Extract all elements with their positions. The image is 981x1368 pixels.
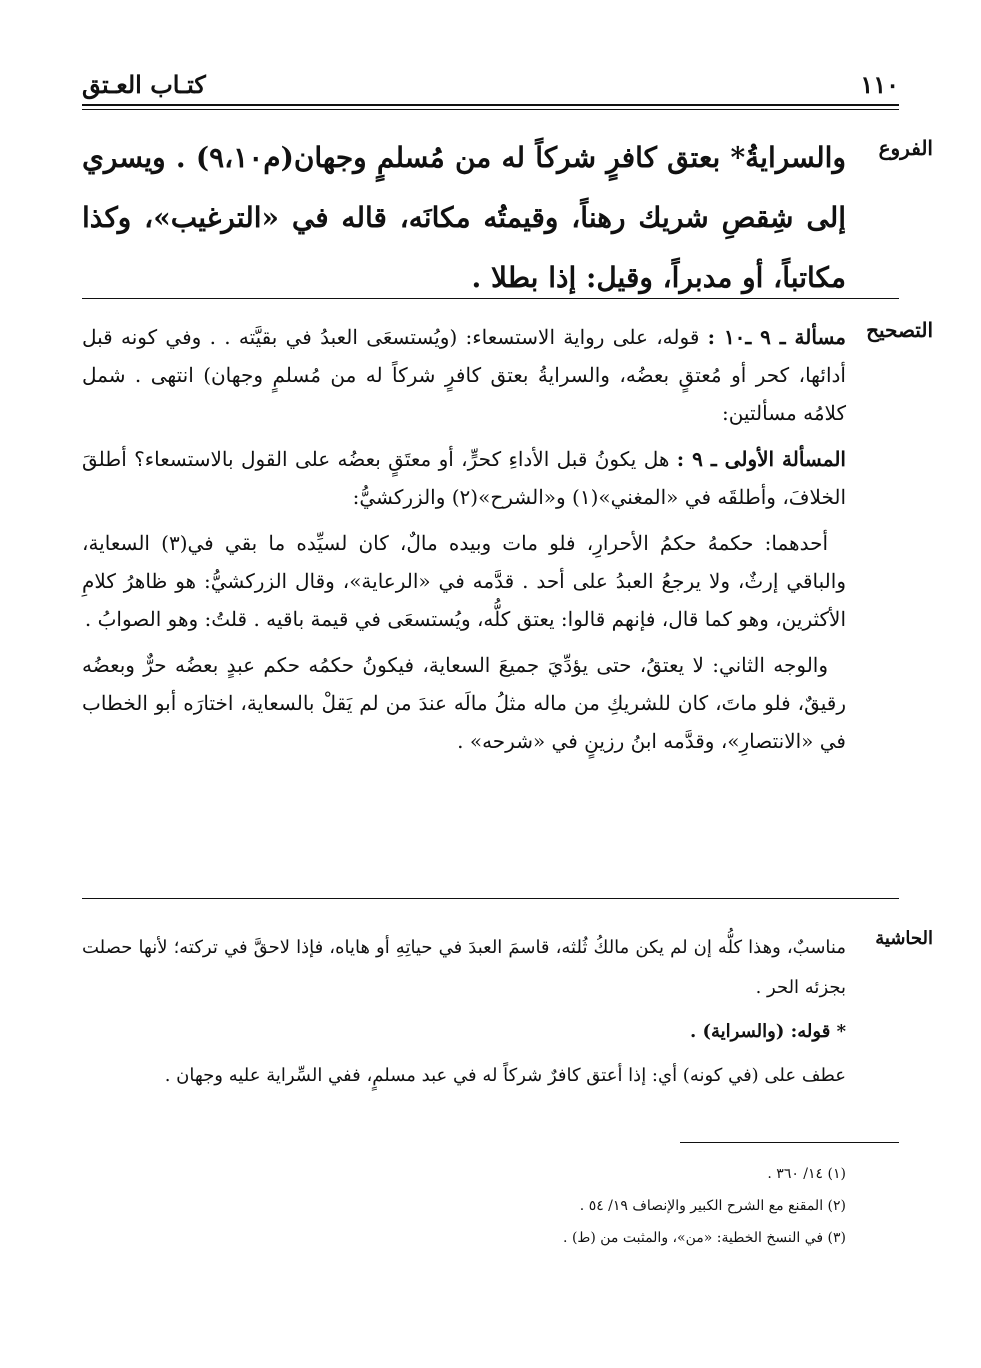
label-tashih: التصحيح <box>866 318 933 342</box>
footnote-2: (٢) المقنع مع الشرح الكبير والإنصاف ١٩/ ٥٤ . <box>579 1198 846 1214</box>
tashih-first-issue-body: هل يكونُ قبل الأداءِ كحرٍّ، أو معتَقٍ بعضُه على القول بالاستسعاء؟ أطلقَ الخلافَ، وأطلقَه في «المغني»(١) و«الشرح»(٢) والزركشيُّ: <box>82 447 846 509</box>
hashiya-paragraph-1: مناسبٌ، وهذا كلُّه إن لم يكن مالكُ ثُلثه، قاسمَ العبدَ في حياتِهِ أو هاياه، فإذا لاحقَّ في تركته؛ لأنها حصلت بجزئه الحر . <box>82 937 846 998</box>
footnotes-block <box>82 1158 846 1254</box>
tashih-text-block <box>82 318 846 768</box>
tashih-paragraph-4: والوجه الثاني: لا يعتقُ، حتى يؤدِّيَ جميعَ السعاية، فيكونُ حكمُه حكم عبدٍ بعضُه حرٌّ وبعضُه رقيقٌ، فلو ماتَ، كان للشريكِ من ماله مثلُ مالَه عندَ من لم يَقلْ بالسعاية، اختارَه أبو الخطاب في «الانتصارِ»، وقدَّمه ابنُ رزينٍ في «شرحه» . <box>82 653 846 753</box>
branches-paragraph: والسرايةُ* بعتق كافرٍ شركاً له من مُسلمٍ وجهان(م٩،١٠) . ويسري إلى شِقصِ شريك رهناً، وقيمتُه مكانَه، قاله في «الترغيب»، وكذا مكاتباً، أو مدبراً، وقيل: إذا بطلا . <box>82 141 847 294</box>
section-divider-2 <box>82 898 899 899</box>
tashih-first-issue-heading: المسألة الأولى ـ ٩ : <box>676 447 846 471</box>
running-header <box>82 64 899 104</box>
hashiya-text-block <box>82 928 846 1100</box>
tashih-paragraph-3: أحدهما: حكمهُ حكمُ الأحرارِ، فلو مات وبيده مالٌ، كان لسيِّده ما بقي في(٣) السعاية، والباقي إرثٌ، ولا يرجعُ العبدُ على أحد . قدَّمه في «الرعاية»، وقال الزركشيُّ: هو ظاهرُ كلامِ الأكثرين، وهو كما قال، فإنهم قالوا: يعتق كلُّه، ويُستسعَى في قيمة باقيه . قلتُ: وهو الصوابُ . <box>82 531 846 631</box>
label-hashiya: الحاشية <box>875 928 933 949</box>
page-number: ١١٠ <box>860 69 899 99</box>
footnote-3: (٣) في النسخ الخطية: «من»، والمثبت من (ط) . <box>563 1230 846 1246</box>
tashih-paragraph-1 <box>82 318 846 432</box>
footnote-separator <box>680 1142 899 1143</box>
hashiya-quote-heading: * قوله: (والسراية) . <box>689 1021 846 1042</box>
tashih-paragraph-2 <box>82 440 846 516</box>
book-title: كتـاب العـتق <box>82 69 206 99</box>
tashih-issue-heading: مسألة ـ ٩ ـ١٠ : <box>707 325 847 349</box>
label-branches: الفروع <box>878 136 933 160</box>
footnote-1: (١) ١٤/ ٣٦٠ . <box>767 1166 846 1182</box>
branches-text-block <box>82 128 846 308</box>
header-rule <box>82 104 899 110</box>
section-divider-1 <box>82 298 899 299</box>
tashih-issue-body: قوله، على رواية الاستسعاء: (ويُستسعَى العبدُ في بقيَّته . . وفي كونه قبل أدائها، كحر أو مُعتقٍ بعضُه، والسرايةُ بعتق كافرٍ شركاً له من مُسلمٍ وجهان) انتهى . شمل كلامُه مسألتين: <box>82 325 846 425</box>
hashiya-paragraph-2: عطف على (في كونه) أي: إذا أعتق كافرٌ شركاً له في عبد مسلمٍ، ففي السِّراية عليه وجهان . <box>164 1065 846 1086</box>
